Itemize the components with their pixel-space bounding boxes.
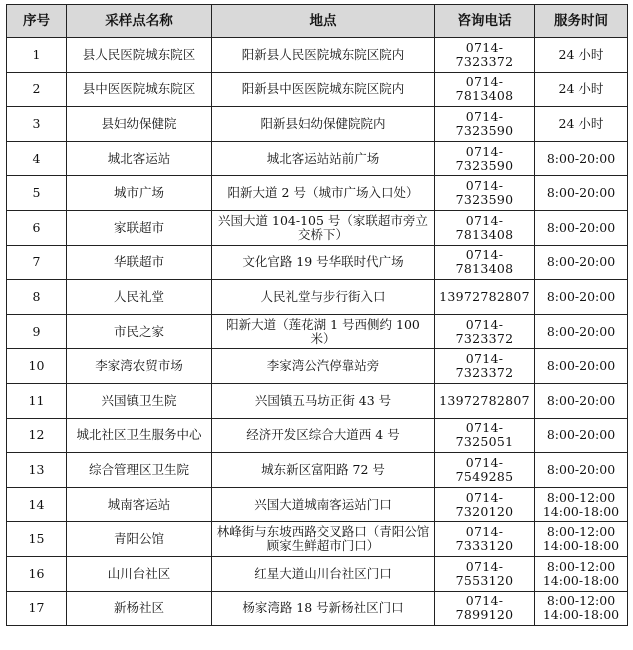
cell-location: 林峰街与东坡西路交叉路口（青阳公馆顾家生鲜超市门口） [212,522,435,557]
cell-number: 9 [7,314,67,349]
table-row [7,349,628,384]
cell-location: 阳新大道（莲花湖 1 号西侧约 100 米） [212,314,435,349]
cell-service-hours [535,522,628,557]
cell-site-name: 县人民医院城东院区 [67,38,212,73]
cell-service-hours [535,38,628,73]
header-row [7,5,628,38]
cell-site-name: 山川台社区 [67,556,212,591]
service-hours-line: 8:00-20:00 [546,323,616,339]
cell-site-name: 城北社区卫生服务中心 [67,418,212,453]
service-hours-line: 24 小时 [558,46,604,62]
sampling-sites-table-container [6,4,628,626]
service-hours-line: 14:00-18:00 [542,538,620,554]
table-row [7,176,628,211]
cell-phone: 0714-7333120 [435,522,535,557]
cell-number: 14 [7,487,67,522]
cell-number: 6 [7,210,67,245]
table-row [7,210,628,245]
cell-location: 阳新大道 2 号（城市广场入口处） [212,176,435,211]
cell-number: 1 [7,38,67,73]
cell-number: 11 [7,383,67,418]
header-phone: 咨询电话 [435,5,535,38]
cell-service-hours [535,107,628,142]
cell-number: 5 [7,176,67,211]
service-hours-line: 24 小时 [558,115,604,131]
table-row [7,383,628,418]
service-hours-line: 14:00-18:00 [542,503,620,519]
table-row [7,72,628,107]
cell-location: 阳新县中医医院城东院区院内 [212,72,435,107]
table-row [7,280,628,315]
cell-number: 2 [7,72,67,107]
cell-phone: 0714-7813408 [435,245,535,280]
cell-site-name: 青阳公馆 [67,522,212,557]
cell-location: 人民礼堂与步行街入口 [212,280,435,315]
cell-site-name: 城市广场 [67,176,212,211]
cell-site-name: 综合管理区卫生院 [67,453,212,488]
cell-number: 10 [7,349,67,384]
cell-phone: 0714-7813408 [435,72,535,107]
cell-phone: 13972782807 [435,383,535,418]
service-hours-line: 8:00-12:00 [546,524,616,540]
cell-phone: 0714-7323590 [435,176,535,211]
cell-phone: 0714-7553120 [435,556,535,591]
service-hours-line: 8:00-20:00 [546,427,616,443]
cell-number: 13 [7,453,67,488]
cell-phone: 13972782807 [435,280,535,315]
cell-phone: 0714-7323372 [435,38,535,73]
cell-location: 李家湾公汽停靠站旁 [212,349,435,384]
cell-phone: 0714-7325051 [435,418,535,453]
cell-site-name: 新杨社区 [67,591,212,626]
service-hours-line: 8:00-20:00 [546,219,616,235]
cell-site-name: 城南客运站 [67,487,212,522]
cell-site-name: 华联超市 [67,245,212,280]
cell-service-hours [535,487,628,522]
service-hours-line: 8:00-20:00 [546,185,616,201]
header-location: 地点 [212,5,435,38]
cell-number: 3 [7,107,67,142]
cell-phone: 0714-7899120 [435,591,535,626]
cell-location: 阳新县人民医院城东院区院内 [212,38,435,73]
cell-service-hours [535,280,628,315]
table-row [7,38,628,73]
cell-location: 红星大道山川台社区门口 [212,556,435,591]
service-hours-line: 14:00-18:00 [542,607,620,623]
sampling-sites-table [6,4,628,626]
cell-service-hours [535,314,628,349]
service-hours-line: 14:00-18:00 [542,572,620,588]
service-hours-line: 8:00-20:00 [546,461,616,477]
cell-phone: 0714-7549285 [435,453,535,488]
cell-site-name: 人民礼堂 [67,280,212,315]
cell-site-name: 城北客运站 [67,141,212,176]
header-service-hours: 服务时间 [535,5,628,38]
cell-location: 杨家湾路 18 号新杨社区门口 [212,591,435,626]
service-hours-line: 24 小时 [558,81,604,97]
cell-service-hours [535,453,628,488]
header-number: 序号 [7,5,67,38]
table-row [7,556,628,591]
cell-location: 兴国镇五马坊正街 43 号 [212,383,435,418]
service-hours-line: 8:00-20:00 [546,358,616,374]
cell-location: 城北客运站站前广场 [212,141,435,176]
cell-location: 文化官路 19 号华联时代广场 [212,245,435,280]
cell-service-hours [535,418,628,453]
cell-number: 8 [7,280,67,315]
table-row [7,245,628,280]
cell-service-hours [535,245,628,280]
table-header [7,5,628,38]
table-row [7,453,628,488]
cell-number: 16 [7,556,67,591]
cell-site-name: 家联超市 [67,210,212,245]
cell-site-name: 李家湾农贸市场 [67,349,212,384]
cell-phone: 0714-7320120 [435,487,535,522]
cell-service-hours [535,591,628,626]
cell-number: 15 [7,522,67,557]
cell-phone: 0714-7323372 [435,349,535,384]
table-row [7,522,628,557]
cell-site-name: 县妇幼保健院 [67,107,212,142]
cell-number: 17 [7,591,67,626]
cell-phone: 0714-7323590 [435,141,535,176]
table-row [7,487,628,522]
service-hours-line: 8:00-20:00 [546,392,616,408]
service-hours-line: 8:00-12:00 [546,558,616,574]
cell-phone: 0714-7813408 [435,210,535,245]
table-body [7,38,628,626]
cell-service-hours [535,556,628,591]
service-hours-line: 8:00-20:00 [546,288,616,304]
cell-service-hours [535,210,628,245]
service-hours-line: 8:00-20:00 [546,254,616,270]
cell-site-name: 县中医医院城东院区 [67,72,212,107]
cell-service-hours [535,383,628,418]
cell-service-hours [535,141,628,176]
cell-phone: 0714-7323590 [435,107,535,142]
service-hours-line: 8:00-12:00 [546,489,616,505]
cell-location: 城东新区富阳路 72 号 [212,453,435,488]
table-row [7,141,628,176]
header-site-name: 采样点名称 [67,5,212,38]
cell-service-hours [535,176,628,211]
cell-location: 兴国大道 104-105 号（家联超市旁立交桥下） [212,210,435,245]
table-row [7,418,628,453]
cell-site-name: 市民之家 [67,314,212,349]
table-row [7,314,628,349]
cell-number: 12 [7,418,67,453]
cell-number: 7 [7,245,67,280]
cell-number: 4 [7,141,67,176]
table-row [7,107,628,142]
cell-phone: 0714-7323372 [435,314,535,349]
cell-location: 阳新县妇幼保健院院内 [212,107,435,142]
cell-site-name: 兴国镇卫生院 [67,383,212,418]
cell-location: 兴国大道城南客运站门口 [212,487,435,522]
service-hours-line: 8:00-12:00 [546,593,616,609]
cell-service-hours [535,349,628,384]
cell-service-hours [535,72,628,107]
cell-location: 经济开发区综合大道西 4 号 [212,418,435,453]
table-row [7,591,628,626]
service-hours-line: 8:00-20:00 [546,150,616,166]
